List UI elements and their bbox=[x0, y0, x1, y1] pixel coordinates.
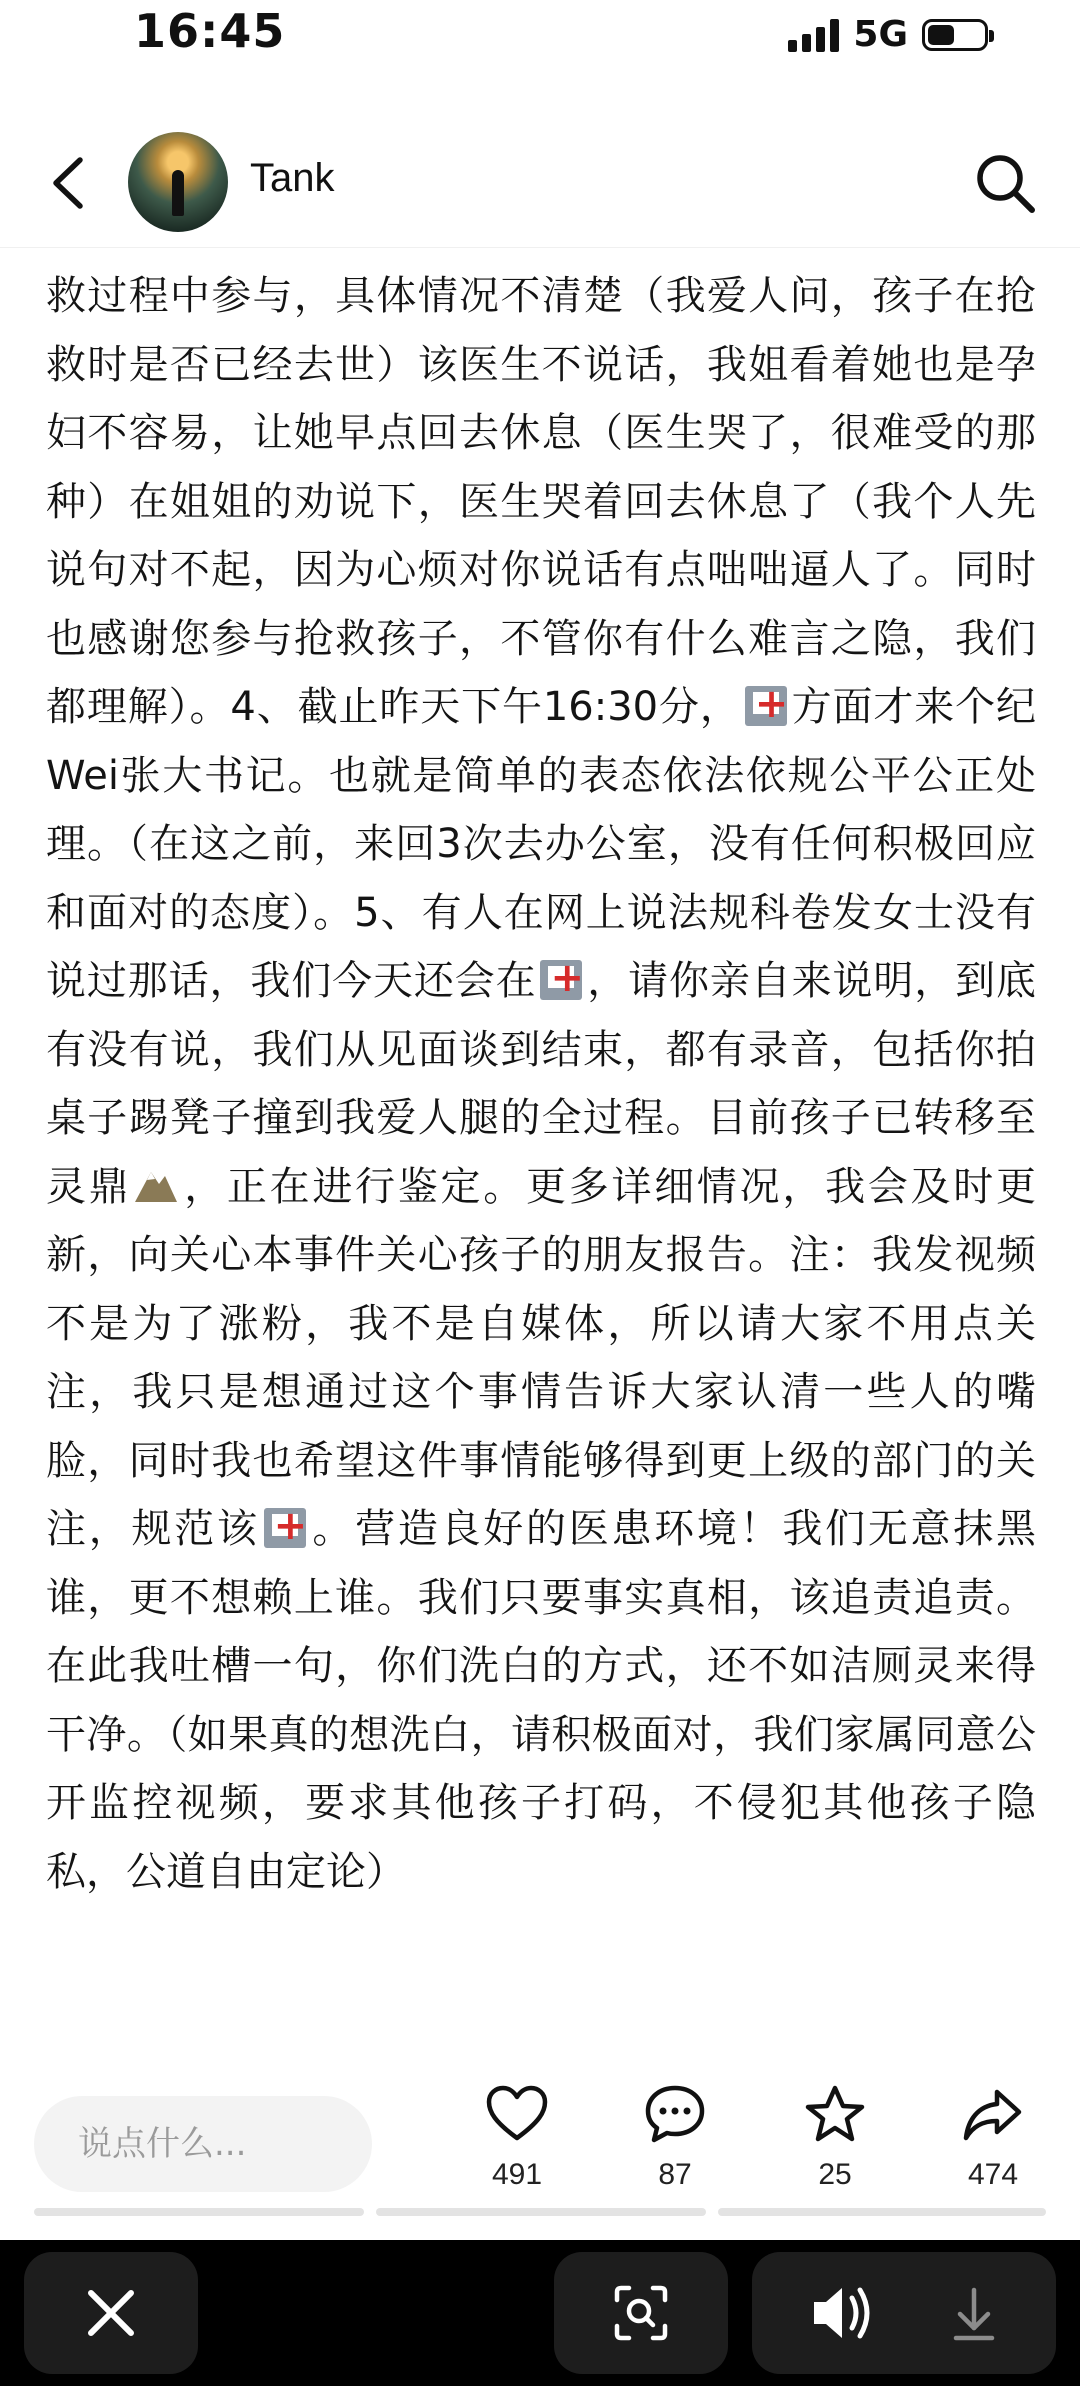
like-button[interactable] bbox=[462, 2084, 572, 2192]
post-text-segment: 方面才来个纪Wei张大书记。也就是简单的表态依法依规公平公正处理。（在这之前，来回3次去办公室，没有任何积极回应和面对的态度）。5、有人在网上说法规科卷发女士没有说过那话，我们今天还会在 bbox=[46, 684, 1036, 1004]
comment-button[interactable] bbox=[620, 2084, 730, 2192]
network-label: 5G bbox=[853, 14, 908, 55]
search-button[interactable] bbox=[970, 148, 1040, 218]
scan-icon bbox=[554, 2252, 728, 2374]
comment-count: 87 bbox=[658, 2158, 692, 2191]
post-text-segment: 救过程中参与，具体情况不清楚（我爱人问，孩子在抢救时是否已经去世）该医生不说话，我姐看着她也是孕妇不容易，让她早点回去休息（医生哭了，很难受的那种）在姐姐的劝说下，医生哭着回去休息了（我个人先说句对不起，因为心烦对你说话有点咄咄逼人了。同时也感谢您参与抢救孩子，不管你有什么难言之隐，我们都理解）。4、截止昨天下午16:30分， bbox=[46, 273, 1036, 730]
download-icon[interactable] bbox=[934, 2252, 1014, 2374]
comment-bubble-icon bbox=[643, 2084, 707, 2144]
post-body bbox=[46, 262, 1036, 1906]
author-name[interactable]: Tank bbox=[250, 156, 335, 200]
post-text-segment: 。营造良好的医患环境！我们无意抹黑谁，更不想赖上谁。我们只要事实真相，该追责追责。在此我吐槽一句，你们洗白的方式，还不如洁厕灵来得干净。（如果真的想洗白，请积极面对，我们家属同意公开监控视频，要求其他孩子打码，不侵犯其他孩子隐私，公道自由定论） bbox=[46, 1506, 1037, 1895]
hospital-icon bbox=[264, 1508, 306, 1548]
mountain-icon bbox=[133, 1166, 179, 1204]
comment-input[interactable]: 说点什么... bbox=[34, 2096, 372, 2192]
share-count: 474 bbox=[967, 2158, 1019, 2191]
post-header bbox=[0, 118, 1080, 248]
search-icon bbox=[970, 148, 1040, 218]
volume-icon[interactable] bbox=[802, 2252, 882, 2374]
favorite-button[interactable] bbox=[780, 2084, 890, 2192]
share-icon bbox=[961, 2084, 1025, 2144]
close-button[interactable] bbox=[24, 2252, 198, 2374]
media-controls bbox=[752, 2252, 1056, 2374]
heart-icon bbox=[485, 2084, 549, 2144]
star-icon bbox=[803, 2084, 867, 2144]
signal-icon bbox=[788, 18, 839, 52]
image-progress-indicator bbox=[34, 2208, 1046, 2216]
interaction-bar bbox=[0, 2060, 1080, 2240]
scan-button[interactable] bbox=[554, 2252, 728, 2374]
status-time: 16:45 bbox=[134, 4, 286, 58]
favorite-count: 25 bbox=[818, 2158, 852, 2191]
close-icon bbox=[24, 2252, 198, 2374]
viewer-toolbar bbox=[0, 2240, 1080, 2386]
battery-icon bbox=[922, 19, 988, 51]
avatar[interactable] bbox=[128, 132, 228, 232]
back-button[interactable] bbox=[40, 148, 100, 218]
status-indicators bbox=[788, 14, 988, 55]
status-bar bbox=[0, 0, 1080, 70]
post-text-segment: ，请你亲自来说明，到底有没有说，我们从见面谈到结束，都有录音，包括你拍桌子踢凳子撞到我爱人腿的全过程。目前孩子已转移至灵鼎 bbox=[46, 958, 1037, 1210]
like-count: 491 bbox=[491, 2158, 543, 2191]
share-button[interactable] bbox=[938, 2084, 1048, 2192]
hospital-icon bbox=[540, 960, 582, 1000]
hospital-icon bbox=[745, 686, 787, 726]
chevron-left-icon bbox=[40, 148, 100, 218]
post-text-segment: ，正在进行鉴定。更多详细情况，我会及时更新，向关心本事件关心孩子的朋友报告。注：我发视频不是为了涨粉，我不是自媒体，所以请大家不用点关注，我只是想通过这个事情告诉大家认清一些人的嘴脸，同时我也希望这件事情能够得到更上级的部门的关注，规范该 bbox=[46, 1163, 1037, 1552]
